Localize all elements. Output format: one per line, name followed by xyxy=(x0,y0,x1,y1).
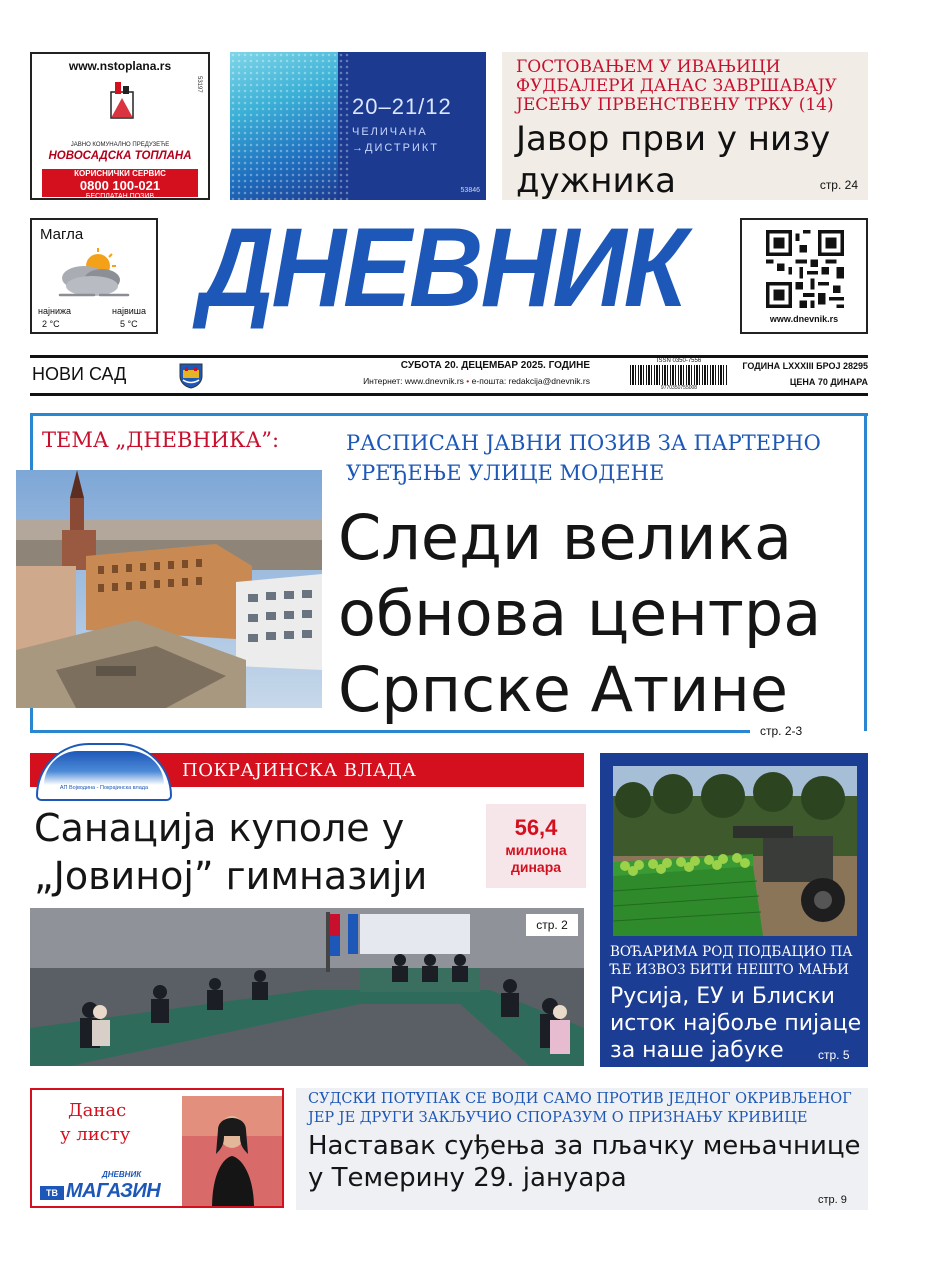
pv-amount-box xyxy=(486,804,586,888)
main-kicker: РАСПИСАН ЈАВНИ ПОЗИВ ЗА ПАРТЕРНО УРЕЂЕЊЕ УЛИЦЕ МОДЕНЕ xyxy=(346,431,821,485)
barcode-icon xyxy=(630,365,728,385)
promo-line-1: Данас xyxy=(68,1100,127,1121)
issn-barcode xyxy=(630,358,728,392)
year-issue: ГОДИНА LXXXIII БРОЈ 28295 xyxy=(742,361,868,371)
main-story-photo[interactable] xyxy=(16,470,322,708)
weather-condition: Магла xyxy=(40,226,84,243)
ad-subtitle: ЈАВНО КОМУНАЛНО ПРЕДУЗЕЋЕ xyxy=(70,142,170,148)
ad-url: www.nstoplana.rs xyxy=(68,59,172,73)
pv-amount-unit-1: милиона xyxy=(505,842,567,858)
pv-amount-unit-2: динара xyxy=(510,859,562,875)
internet-link[interactable]: Интернет: www.dnevnik.rs xyxy=(363,376,464,386)
email-link[interactable]: е-пошта: redakcija@dnevnik.rs xyxy=(471,376,590,386)
government-session-image xyxy=(30,908,584,1066)
ad-dot-pattern xyxy=(230,52,350,200)
price: ЦЕНА 70 ДИНАРА xyxy=(789,377,868,387)
main-page-ref: стр. 2-3 xyxy=(760,724,803,738)
ad-novosadska-toplana[interactable] xyxy=(30,52,210,200)
main-headline[interactable] xyxy=(338,500,858,728)
pv-story-photo[interactable] xyxy=(30,908,584,1066)
promo-tv-badge: ТВ xyxy=(40,1186,64,1200)
weather-low-label: најнижа xyxy=(38,306,71,316)
ad-code: 53846 xyxy=(460,187,480,194)
magazine-cover-image xyxy=(182,1096,282,1208)
apple-story-photo[interactable] xyxy=(613,766,857,936)
contact-line xyxy=(260,376,590,386)
pv-headline[interactable] xyxy=(34,804,494,900)
pv-amount-value: 56,4 xyxy=(514,815,558,840)
barcode-number: 9770350755008 xyxy=(660,385,698,391)
sport-page-ref: стр. 24 xyxy=(819,178,858,192)
main-theme-label: ТЕМА „ДНЕВНИКА”: xyxy=(42,428,280,452)
weather-box xyxy=(30,218,158,334)
ad-code: 53197 xyxy=(196,76,202,93)
ad-phone-box xyxy=(42,169,198,200)
weather-low-value: 2 °C xyxy=(42,319,60,329)
pv-headline-line-2: „Јовиној” гимназији xyxy=(34,854,428,898)
main-headline-line-2: обнова центра xyxy=(338,577,822,650)
promo-brand: ДНЕВНИК xyxy=(102,1170,142,1179)
court-page-ref: стр. 9 xyxy=(818,1194,847,1206)
qr-url: www.dnevnik.rs xyxy=(769,314,839,324)
ad-phone: 0800 100-021 xyxy=(79,178,161,193)
infobar-rule-top xyxy=(30,355,868,358)
pv-page-ref: стр. 2 xyxy=(526,914,578,936)
apple-kicker: ВОЋАРИМА РОД ПОДБАЦИО ПА ЋЕ ИЗВОЗ БИТИ НЕШТО МАЊИ xyxy=(610,944,853,978)
main-story-frame-bottom xyxy=(30,730,750,733)
ad-line-district: →ДИСТРИКТ xyxy=(352,142,440,154)
apple-harvest-image xyxy=(613,766,857,936)
newspaper-logo[interactable]: ДНЕВНИК xyxy=(199,205,685,330)
main-headline-line-3: Српске Атине xyxy=(338,653,789,726)
apple-headline: Русија, ЕУ и Блиски исток најбоље пијаце за наше јабуке xyxy=(610,984,862,1063)
pv-banner-label: ПОКРАЈИНСКА ВЛАДА xyxy=(182,760,417,781)
ad-line-celicana: ЧЕЛИЧАНА xyxy=(352,126,428,138)
city-label: НОВИ САД xyxy=(32,364,127,384)
pv-headline-line-1: Санација куполе у xyxy=(34,806,405,850)
ad-dates: 20–21/12 xyxy=(352,94,452,119)
ad-celicana-district[interactable] xyxy=(230,52,486,200)
ad-free-call: БЕСПЛАТАН ПОЗИВ xyxy=(85,193,155,200)
pv-logo-text: АП Војводина - Покрајинска влада xyxy=(59,785,149,791)
court-headline: Наставак суђења за пљачку мењачнице у Темерину 29. јануара xyxy=(308,1131,861,1193)
qr-code-box[interactable] xyxy=(740,218,868,334)
weather-high-value: 5 °C xyxy=(120,319,138,329)
government-building-icon xyxy=(44,751,164,785)
main-headline-line-1: Следи велика xyxy=(338,501,792,574)
novi-sad-city-center-image xyxy=(16,470,322,708)
qr-code-icon xyxy=(766,230,844,308)
tv-magazine-promo[interactable] xyxy=(30,1088,284,1208)
infobar-rule-bottom xyxy=(30,393,868,396)
fog-cloud-sun-icon xyxy=(54,248,134,300)
issue-date: СУБОТА 20. ДЕЦЕМБАР 2025. ГОДИНЕ xyxy=(400,360,590,371)
city-crest-icon xyxy=(178,361,204,389)
pv-logo xyxy=(36,743,172,801)
ad-service-label: КОРИСНИЧКИ СЕРВИС xyxy=(74,169,166,178)
ad-company-name: НОВОСАДСКА ТОПЛАНА xyxy=(48,150,192,162)
sport-kicker: ГОСТОВАЊЕМ У ИВАЊИЦИ ФУДБАЛЕРИ ДАНАС ЗАВРШАВАЈУ ЈЕСЕЊУ ПРВЕНСТВЕНУ ТРКУ (14) xyxy=(516,57,837,115)
apple-page-ref: стр. 5 xyxy=(818,1048,850,1062)
weather-high-label: највиша xyxy=(112,306,147,316)
promo-magazine: МАГАЗИН xyxy=(66,1180,161,1202)
toplana-logo-icon xyxy=(107,78,137,120)
sport-teaser[interactable] xyxy=(502,52,868,200)
issn-number: ISSN 0350-7556 xyxy=(656,358,702,364)
separator-dot: • xyxy=(466,376,470,386)
sport-headline: Јавор први у низу дужника xyxy=(516,119,831,201)
court-kicker: СУДСКИ ПОТУПАК СЕ ВОДИ САМО ПРОТИВ ЈЕДНОГ ОКРИВЉЕНОГ ЈЕР ЈЕ ДРУГИ ЗАКЉУЧИО СПОРАЗУМ О ПРИЗНАЊУ КРИВИЦЕ xyxy=(308,1091,852,1126)
promo-line-2: у листу xyxy=(60,1124,131,1145)
